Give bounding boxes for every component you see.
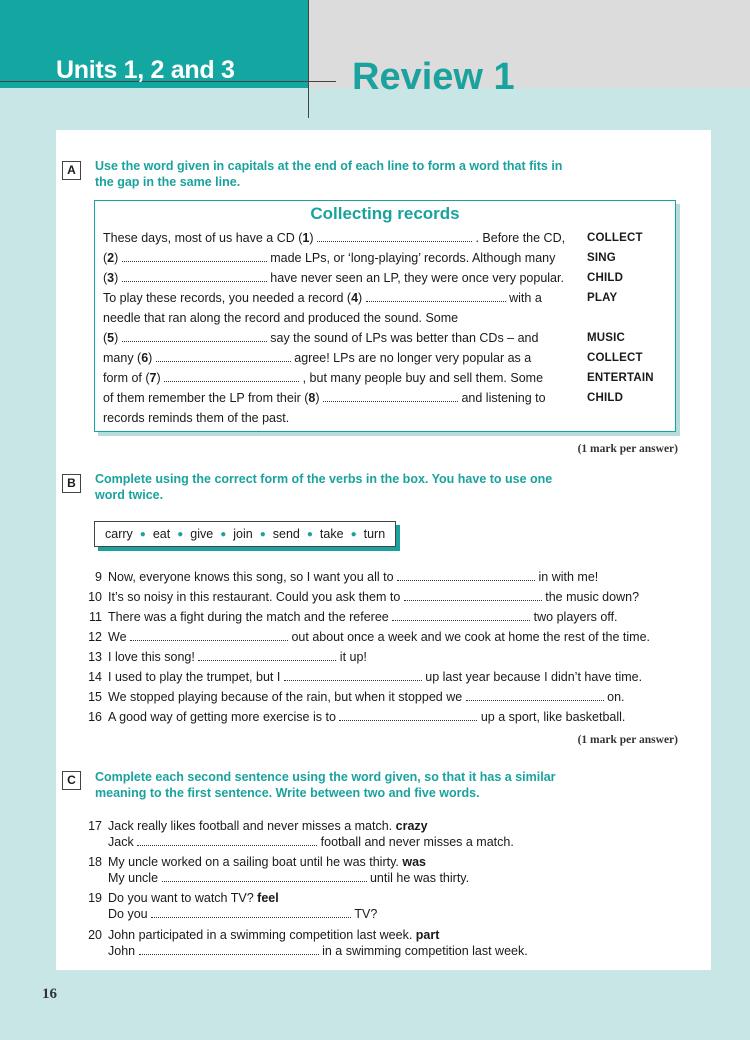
bullet-icon: ●	[220, 529, 227, 540]
line-text: )	[315, 391, 323, 405]
question-row	[80, 570, 700, 588]
verb-item: turn	[363, 527, 386, 541]
second-sentence-start: Jack	[108, 835, 138, 849]
gap-number: 4	[351, 291, 359, 305]
second-sentence	[108, 871, 469, 885]
line-text: (	[103, 271, 108, 285]
first-sentence	[108, 819, 428, 833]
capital-word: ENTERTAIN	[587, 372, 654, 384]
line-text: have never seen an LP, they were once very popular.	[266, 271, 564, 285]
section-c-letter: C	[62, 771, 81, 790]
verb-item: eat	[152, 527, 171, 541]
question-row	[80, 650, 700, 668]
capital-word: PLAY	[587, 292, 618, 304]
line-text: )	[114, 271, 122, 285]
answer-gap-12[interactable]	[130, 630, 288, 641]
section-a-instruction-line1: Use the word given in capitals at the end of each line to form a word that fits in	[95, 159, 563, 173]
question-text-end: it up!	[336, 650, 367, 664]
line-text: )	[148, 351, 156, 365]
key-word: crazy	[395, 819, 428, 833]
capital-word: SING	[587, 252, 616, 264]
line-text: )	[114, 331, 122, 345]
question-text-end: the music down?	[541, 590, 640, 604]
question-text-end: two players off.	[530, 610, 618, 624]
section-c-instruction-line1: Complete each second sentence using the word given, so that it has a similar	[95, 770, 556, 784]
answer-gap-2[interactable]	[122, 251, 267, 262]
question-text-end: in with me!	[535, 570, 599, 584]
first-sentence	[108, 855, 426, 869]
capital-word: MUSIC	[587, 332, 626, 344]
second-sentence	[108, 944, 528, 958]
first-sentence	[108, 928, 439, 942]
question-number: 20	[88, 928, 102, 942]
second-sentence-start: My uncle	[108, 871, 162, 885]
first-sentence-text: John participated in a swimming competition last week.	[108, 928, 416, 942]
line-text: form of (	[103, 371, 150, 385]
question-number: 9	[95, 570, 102, 584]
second-sentence-end: TV?	[351, 907, 378, 921]
answer-gap-13[interactable]	[198, 650, 336, 661]
question-text	[108, 570, 598, 584]
answer-gap-19[interactable]	[151, 907, 351, 918]
gap-number: 2	[107, 251, 115, 265]
answer-gap-10[interactable]	[404, 590, 542, 601]
line-text: records reminds them of the past.	[103, 411, 290, 425]
verb-item: carry	[105, 527, 133, 541]
line-text: (	[103, 331, 108, 345]
question-number: 12	[88, 630, 102, 644]
question-number: 13	[88, 650, 102, 664]
question-row	[80, 630, 700, 648]
key-word: feel	[257, 891, 279, 905]
section-c-instruction-line2: meaning to the first sentence. Write between two and five words.	[95, 786, 480, 800]
gap-number: 1	[302, 231, 310, 245]
question-row	[80, 610, 700, 628]
capital-word: COLLECT	[587, 352, 643, 364]
verb-box	[94, 521, 396, 547]
answer-gap-8[interactable]	[323, 391, 458, 402]
question-number: 14	[88, 670, 102, 684]
line-text: )	[114, 251, 122, 265]
line-text: )	[358, 291, 366, 305]
answer-gap-20[interactable]	[139, 944, 319, 955]
question-number: 19	[88, 891, 102, 905]
question-text-end: up a sport, like basketball.	[477, 710, 626, 724]
key-word: was	[402, 855, 427, 869]
question-number: 15	[88, 690, 102, 704]
answer-gap-11[interactable]	[392, 610, 530, 621]
bullet-icon: ●	[350, 529, 357, 540]
section-b-instruction-line2: word twice.	[95, 488, 164, 502]
verb-item: give	[190, 527, 214, 541]
question-row	[80, 855, 700, 891]
gap-number: 3	[107, 271, 115, 285]
section-b-instruction	[95, 471, 552, 503]
question-row	[80, 819, 700, 855]
question-text-start: We	[108, 630, 130, 644]
answer-gap-6[interactable]	[156, 351, 291, 362]
question-text-start: A good way of getting more exercise is to	[108, 710, 340, 724]
first-sentence	[108, 891, 279, 905]
text-line	[103, 331, 538, 345]
first-sentence-text: Jack really likes football and never misses a match.	[108, 819, 396, 833]
question-number: 16	[88, 710, 102, 724]
text-line	[103, 351, 531, 365]
question-text-start: I used to play the trumpet, but I	[108, 670, 284, 684]
answer-gap-15[interactable]	[466, 690, 604, 701]
review-title: Review 1	[352, 56, 515, 98]
answer-gap-1[interactable]	[317, 231, 472, 242]
section-a-instruction	[95, 158, 562, 190]
text-line	[103, 251, 555, 265]
page-number: 16	[42, 986, 57, 1002]
units-title: Units 1, 2 and 3	[56, 56, 235, 84]
answer-gap-16[interactable]	[339, 710, 477, 721]
bullet-icon: ●	[259, 529, 266, 540]
question-text	[108, 650, 367, 664]
line-text: agree! LPs are no longer very popular as a	[290, 351, 532, 365]
gap-number: 5	[107, 331, 115, 345]
first-sentence-text: Do you want to watch TV?	[108, 891, 258, 905]
verb-item: join	[233, 527, 253, 541]
question-text	[108, 630, 650, 644]
text-line	[103, 411, 289, 425]
question-number: 10	[88, 590, 102, 604]
line-text: say the sound of LPs was better than CDs – and	[266, 331, 539, 345]
section-b-letter: B	[62, 474, 81, 493]
line-text: (	[103, 251, 108, 265]
question-number: 11	[89, 610, 102, 624]
question-text-start: I love this song!	[108, 650, 199, 664]
question-text	[108, 670, 642, 684]
question-row	[80, 590, 700, 608]
line-text: To play these records, you needed a record (	[103, 291, 352, 305]
line-text: )	[309, 231, 317, 245]
line-text: . Before the CD,	[471, 231, 566, 245]
box-title: Collecting records	[310, 204, 460, 223]
second-sentence-end: until he was thirty.	[366, 871, 470, 885]
section-b-instruction-line1: Complete using the correct form of the verbs in the box. You have to use one	[95, 472, 553, 486]
line-text: , but many people buy and sell them. Some	[299, 371, 544, 385]
second-sentence	[108, 835, 514, 849]
text-line	[103, 291, 542, 305]
section-a-mark: (1 mark per answer)	[577, 443, 678, 455]
line-text: many (	[103, 351, 142, 365]
capital-word: CHILD	[587, 392, 624, 404]
question-number: 17	[88, 819, 102, 833]
section-b-mark: (1 mark per answer)	[577, 734, 678, 746]
section-c-instruction	[95, 769, 556, 801]
answer-gap-18[interactable]	[162, 871, 367, 882]
answer-gap-4[interactable]	[366, 291, 506, 302]
question-row	[80, 690, 700, 708]
line-text: These days, most of us have a CD (	[103, 231, 303, 245]
text-line	[103, 371, 543, 385]
question-text	[108, 690, 625, 704]
gap-number: 6	[141, 351, 149, 365]
question-text	[108, 710, 625, 724]
question-row	[80, 891, 700, 927]
line-text: with a	[505, 291, 542, 305]
question-text	[108, 590, 639, 604]
question-text-end: out about once a week and we cook at home the rest of the time.	[288, 630, 651, 644]
question-text-start: It’s so noisy in this restaurant. Could you ask them to	[108, 590, 404, 604]
question-text-start: Now, everyone knows this song, so I want you all to	[108, 570, 398, 584]
text-line	[103, 271, 564, 285]
line-text: )	[156, 371, 165, 385]
line-text: made LPs, or ‘long-playing’ records. Although many	[266, 251, 556, 265]
key-word: part	[415, 928, 440, 942]
second-sentence	[108, 907, 377, 921]
capital-word: CHILD	[587, 272, 624, 284]
question-text-end: up last year because I didn’t have time.	[421, 670, 643, 684]
answer-gap-7[interactable]	[164, 371, 299, 382]
line-text: and listening to	[458, 391, 546, 405]
question-row	[80, 710, 700, 728]
gap-number: 7	[149, 371, 157, 385]
question-text	[108, 610, 618, 624]
question-text-start: There was a fight during the match and the referee	[108, 610, 393, 624]
second-sentence-end: football and never misses a match.	[317, 835, 514, 849]
answer-gap-17[interactable]	[137, 835, 317, 846]
question-row	[80, 670, 700, 688]
answer-gap-14[interactable]	[284, 670, 422, 681]
answer-gap-9[interactable]	[397, 570, 535, 581]
bullet-icon: ●	[177, 529, 184, 540]
bullet-icon: ●	[139, 529, 146, 540]
question-text-start: We stopped playing because of the rain, but when it stopped we	[108, 690, 466, 704]
second-sentence-end: in a swimming competition last week.	[318, 944, 528, 958]
bullet-icon: ●	[306, 529, 313, 540]
question-text-end: on.	[603, 690, 625, 704]
question-row	[80, 928, 700, 964]
answer-gap-5[interactable]	[122, 331, 267, 342]
header-vertical-divider	[308, 0, 309, 118]
section-a-instruction-line2: the gap in the same line.	[95, 175, 241, 189]
verb-item: send	[272, 527, 300, 541]
text-line	[103, 391, 546, 405]
gap-number: 8	[308, 391, 316, 405]
verb-item: take	[319, 527, 344, 541]
line-text: of them remember the LP from their (	[103, 391, 309, 405]
text-line	[103, 231, 565, 245]
text-line	[103, 311, 458, 325]
section-a-letter: A	[62, 161, 81, 180]
first-sentence-text: My uncle worked on a sailing boat until he was thirty.	[108, 855, 403, 869]
second-sentence-start: John	[108, 944, 139, 958]
question-number: 18	[88, 855, 102, 869]
second-sentence-start: Do you	[108, 907, 152, 921]
line-text: needle that ran along the record and produced the sound. Some	[103, 311, 459, 325]
capital-word: COLLECT	[587, 232, 643, 244]
answer-gap-3[interactable]	[122, 271, 267, 282]
